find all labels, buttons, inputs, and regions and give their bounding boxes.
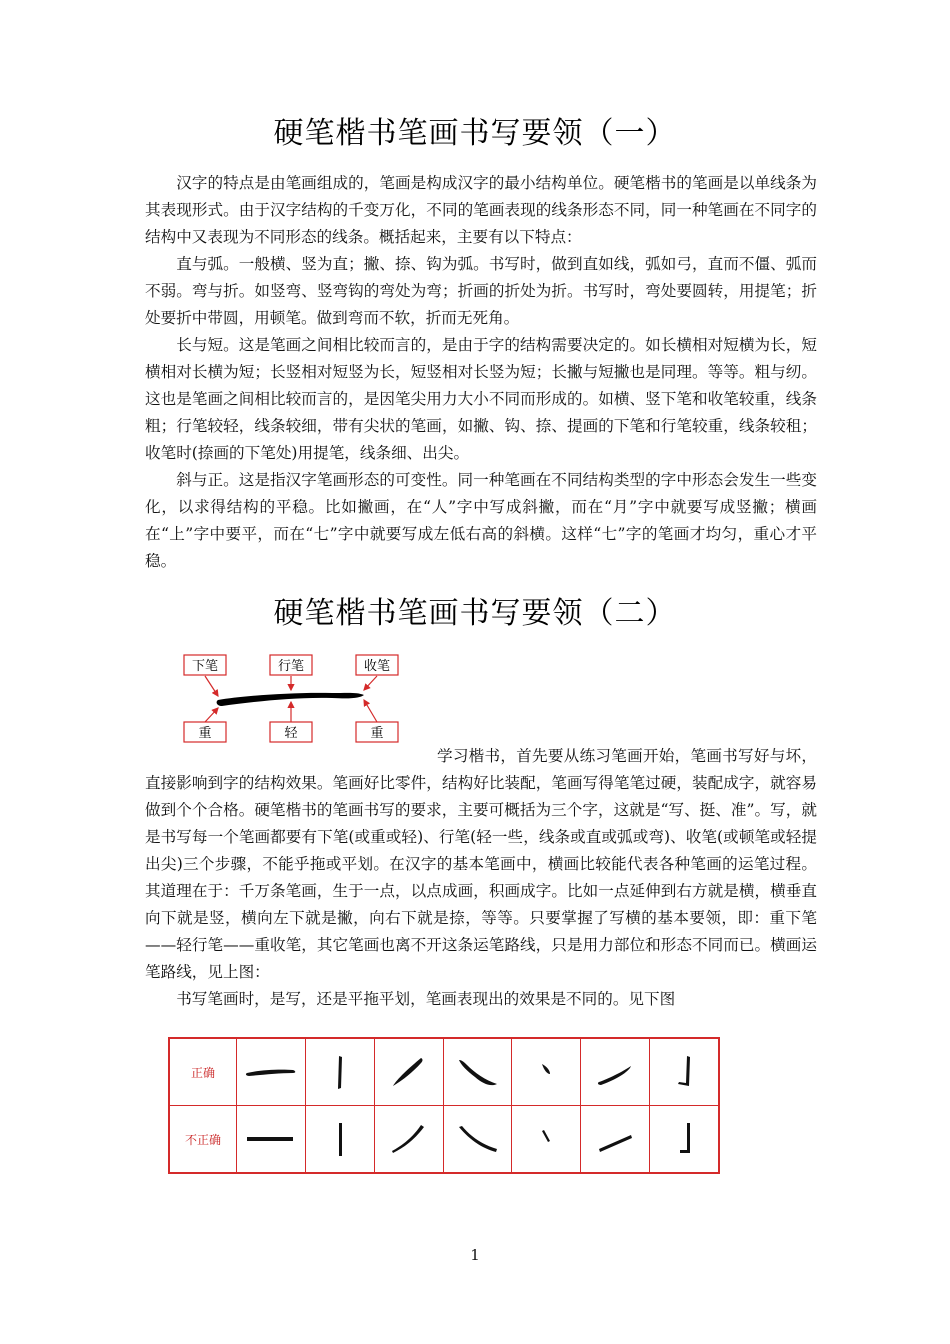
label-zhong: 重 [198, 726, 212, 741]
heng-stroke-icon [241, 1052, 301, 1092]
shu-gou-stroke-icon [654, 1052, 714, 1092]
heng-stroke-icon [241, 1119, 301, 1159]
dian-stroke-icon [516, 1052, 576, 1092]
table-row [169, 1038, 719, 1106]
page-title-2: 硬笔楷书笔画书写要领（二） [273, 596, 677, 631]
pie-stroke-icon [379, 1119, 439, 1159]
stroke-comparison-table [168, 1037, 720, 1174]
paragraph: 书写笔画时，是写，还是平拖平划，笔画表现出的效果是不同的。见下图 [176, 990, 676, 1008]
paragraph: 长与短。这是笔画之间相比较而言的，是由于字的结构需要决定的。如长横相对短横为长，短横相对长横为短；长竖相对短竖为长，短竖相对长竖为短；长撇与短撇也是同理。等等。粗与纫。这也是笔画之间相比较而言的，是因笔尖用力大小不同而形成的。如横、竖下笔和收笔较重，线条粗；行笔较轻，线条较细，带有尖状的笔画，如撇、钩、捺、提画的下笔和行笔较重，线条较租；收笔时(捺画的下笔处)用提笔，线条细、出尖。 [145, 336, 817, 462]
paragraph: 斜与正。这是指汉字笔画形态的可变性。同一种笔画在不同结构类型的字中形态会发生一些变化，以求得结构的平稳。比如撇画，在“人”字中写成斜撇，而在“月”字中就要写成竖撇；横画在“上”字中要平，而在“七”字中就要写成左低右高的斜横。这样“七”字的笔画才均匀，重心才平稳。 [145, 471, 817, 570]
label-qing: 轻 [284, 726, 298, 741]
table-row [169, 1106, 719, 1174]
section-1-body [145, 170, 817, 575]
heng-stroke-diagram [182, 652, 400, 746]
dian-stroke-icon [516, 1119, 576, 1159]
na-stroke-icon [447, 1119, 507, 1159]
section-2-body [145, 743, 817, 1013]
heng-stroke-icon [217, 693, 364, 706]
pie-stroke-icon [379, 1052, 439, 1092]
shu-gou-stroke-icon [654, 1119, 714, 1159]
ti-stroke-icon [585, 1052, 645, 1092]
shu-stroke-icon [310, 1052, 370, 1092]
row-label-incorrect: 不正确 [169, 1106, 237, 1174]
label-xiabi: 下笔 [191, 659, 219, 674]
page-number: 1 [470, 1246, 480, 1264]
na-stroke-icon [447, 1052, 507, 1092]
row-label-correct: 正确 [169, 1038, 237, 1106]
label-shoubi: 收笔 [363, 659, 391, 674]
label-zhong: 重 [370, 726, 384, 741]
ti-stroke-icon [585, 1119, 645, 1159]
paragraph: 汉字的特点是由笔画组成的，笔画是构成汉字的最小结构单位。硬笔楷书的笔画是以单线条为其表现形式。由于汉字结构的千变万化，不同的笔画表现的线条形态不同，同一种笔画在不同字的结构中又表现为不同形态的线条。概括起来，主要有以下特点： [145, 174, 817, 246]
paragraph: 直与弧。一般横、竖为直；撇、捺、钩为弧。书写时，做到直如线，弧如弓，直而不僵、弧而不弱。弯与折。如竖弯、竖弯钩的弯处为弯；折画的折处为折。书写时，弯处要圆转，用提笔；折处要折中带圆，用顿笔。做到弯而不软，折而无死角。 [145, 255, 817, 327]
label-xingbi: 行笔 [277, 659, 305, 674]
shu-stroke-icon [310, 1119, 370, 1159]
page-title-1: 硬笔楷书笔画书写要领（一） [273, 116, 677, 151]
paragraph: 学习楷书，首先要从练习笔画开始，笔画书写好与坏，直接影响到字的结构效果。笔画好比零件，结构好比装配，笔画写得笔笔过硬，装配成字，就容易做到个个合格。硬笔楷书的笔画书写的要求，主要可概括为三个字，这就是“写、挺、准”。写，就是书写每一个笔画都要有下笔(或重或轻)、行笔(轻一些，线条或直或弧或弯)、收笔(或顿笔或轻提出尖)三个步骤，不能乎拖或平划。在汉字的基本笔画中，横画比较能代表各种笔画的运笔过程。其道理在于：千万条笔画，生于一点，以点成画，积画成字。比如一点延伸到右方就是横，横垂直向下就是竖，横向左下就是撇，向右下就是捺，等等。只要掌握了写横的基本要领，即：重下笔——轻行笔——重收笔，其它笔画也离不开这条运笔路线，只是用力部位和形态不同而已。横画运笔路线，见上图： [145, 747, 817, 981]
